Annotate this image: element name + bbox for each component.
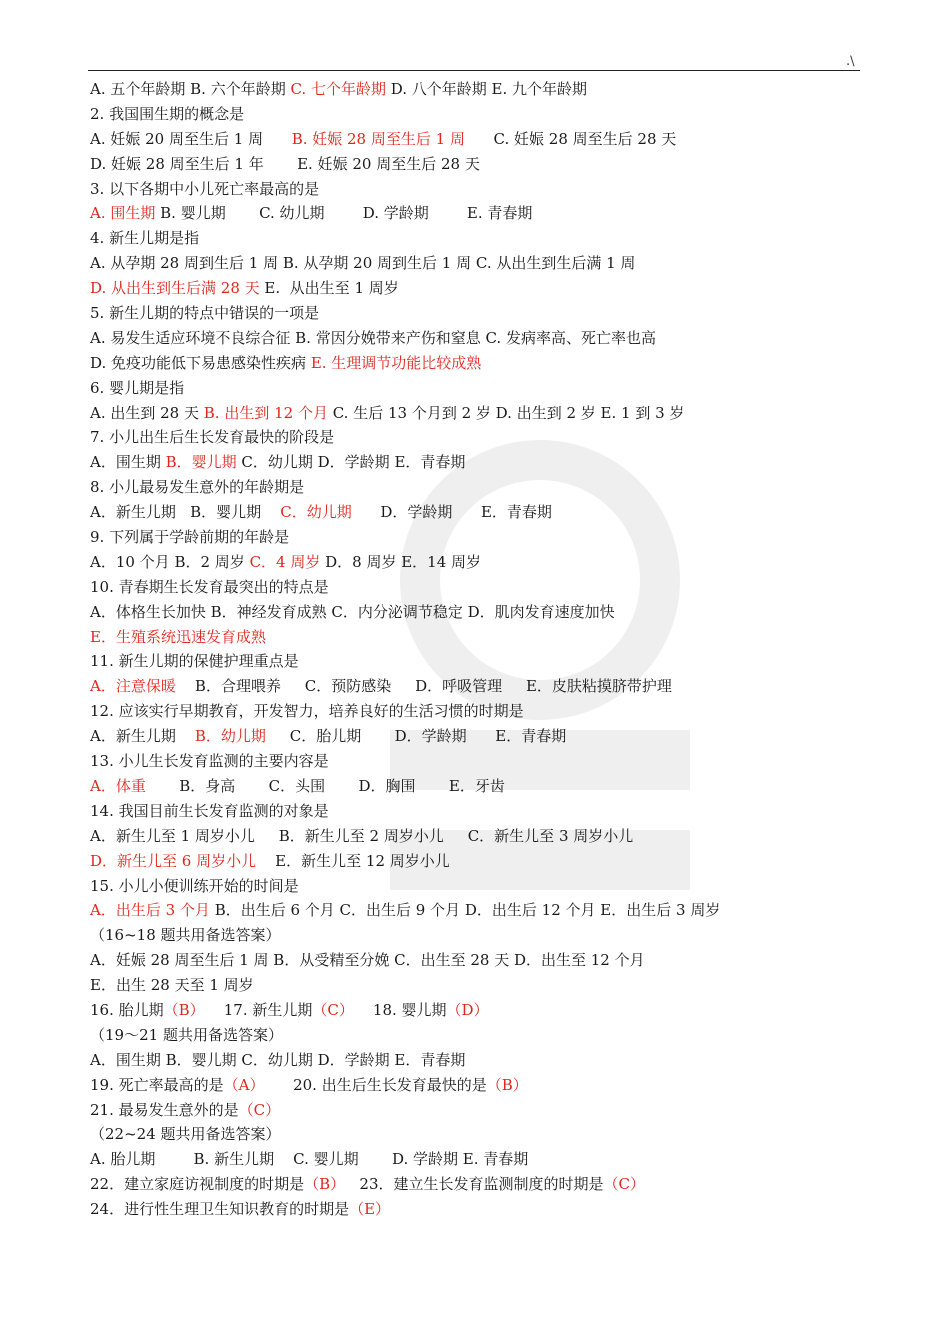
question-text: 10. 青春期生长发育最突出的特点是 bbox=[90, 577, 329, 596]
document-body bbox=[90, 77, 850, 1222]
answer-text: C. 七个年龄期 bbox=[290, 80, 386, 98]
text-line bbox=[90, 649, 850, 674]
text-line bbox=[90, 749, 850, 774]
question-text: 17. 新生儿期 bbox=[204, 1000, 313, 1019]
question-text: 8. 小儿最易发生意外的年龄期是 bbox=[90, 478, 305, 497]
question-text: 3. 以下各期中小儿死亡率最高的是 bbox=[90, 179, 320, 198]
question-text: C．胎儿期 D．学龄期 E．青春期 bbox=[265, 727, 567, 746]
question-text: B. 婴儿期 C. 幼儿期 D. 学龄期 E. 青春期 bbox=[155, 204, 533, 223]
answer-text: E．生殖系统迅速发育成熟 bbox=[90, 627, 266, 646]
question-text: E. 从出生至 1 周岁 bbox=[259, 279, 399, 298]
question-text: 15. 小儿小便训练开始的时间是 bbox=[90, 876, 299, 895]
text-line bbox=[90, 276, 850, 301]
question-text: 23．建立生长发育监测制度的时期是 bbox=[345, 1175, 604, 1194]
question-text: 14. 我国目前生长发育监测的对象是 bbox=[90, 801, 329, 820]
question-text: B．身高 C．头围 D．胸围 E．牙齿 bbox=[145, 776, 505, 795]
question-text: 12. 应该实行早期教育，开发智力，培养良好的生活习惯的时期是 bbox=[90, 702, 524, 721]
text-line bbox=[90, 849, 850, 874]
question-text: 24．进行性生理卫生知识教育的时期是 bbox=[90, 1200, 350, 1219]
question-text: A. 易发生适应环境不良综合征 B. 常因分娩带来产伤和窒息 C. 发病率高、死亡率也高 bbox=[90, 328, 656, 347]
question-text: D．学龄期 E．青春期 bbox=[351, 503, 552, 522]
answer-text: C．4 周岁 bbox=[249, 552, 321, 571]
text-line bbox=[90, 1048, 850, 1073]
text-line bbox=[90, 226, 850, 251]
answer-text: （B） bbox=[486, 1075, 528, 1094]
text-line bbox=[90, 1023, 850, 1048]
answer-text: E. 生理调节功能比较成熟 bbox=[310, 353, 482, 372]
header-rule bbox=[88, 70, 860, 71]
answer-text: A．体重 bbox=[90, 776, 146, 795]
text-line bbox=[90, 898, 850, 923]
text-line bbox=[90, 998, 850, 1023]
text-line bbox=[90, 450, 850, 475]
text-line bbox=[90, 127, 850, 152]
answer-text: B. 出生到 12 个月 bbox=[203, 403, 328, 422]
answer-text: C．幼儿期 bbox=[280, 503, 352, 522]
text-line bbox=[90, 177, 850, 202]
question-text: （19～21 题共用备选答案） bbox=[90, 1025, 283, 1044]
answer-text: D. 从出生到生后满 28 天 bbox=[90, 279, 260, 298]
text-line bbox=[90, 948, 850, 973]
text-line bbox=[90, 301, 850, 326]
text-line bbox=[90, 500, 850, 525]
question-text: 19. 死亡率最高的是 bbox=[90, 1075, 224, 1094]
question-text: 20. 出生后生长发育最快的是 bbox=[264, 1075, 487, 1094]
question-text: （16~18 题共用备选答案） bbox=[90, 926, 281, 945]
question-text: 13. 小儿生长发育监测的主要内容是 bbox=[90, 752, 329, 771]
text-line bbox=[90, 351, 850, 376]
question-text: C．幼儿期 D．学龄期 E．青春期 bbox=[236, 453, 466, 472]
text-line bbox=[90, 376, 850, 401]
question-text: A．围生期 bbox=[90, 453, 166, 472]
question-text: B．合理喂养 C．预防感染 D．呼吸管理 E．皮肤粘摸脐带护理 bbox=[175, 677, 672, 696]
question-text: （22~24 题共用备选答案） bbox=[90, 1125, 281, 1144]
answer-text: D．新生儿至 6 周岁小儿 bbox=[90, 851, 257, 870]
answer-text: （A） bbox=[223, 1075, 265, 1094]
question-text: 2. 我国围生期的概念是 bbox=[90, 104, 245, 123]
answer-text: （E） bbox=[349, 1200, 391, 1219]
text-line bbox=[90, 1147, 850, 1172]
answer-text: A．出生后 3 个月 bbox=[90, 901, 210, 920]
text-line bbox=[90, 425, 850, 450]
question-text: A. 妊娠 20 周至生后 1 周 bbox=[90, 129, 292, 148]
text-line bbox=[90, 699, 850, 724]
text-line bbox=[90, 401, 850, 426]
question-text: A. 从孕期 28 周到生后 1 周 B. 从孕期 20 周到生后 1 周 C. 从出生到生后满 1 周 bbox=[90, 254, 636, 273]
text-line bbox=[90, 1122, 850, 1147]
question-text: A. 五个年龄期 B. 六个年龄期 bbox=[90, 80, 291, 98]
answer-text: A．注意保暖 bbox=[90, 677, 176, 696]
text-line bbox=[90, 475, 850, 500]
question-text: 9. 下列属于学龄前期的年龄是 bbox=[90, 528, 290, 547]
text-line bbox=[90, 874, 850, 899]
question-text: E．出生 28 天至 1 周岁 bbox=[90, 976, 254, 995]
answer-text: （B） bbox=[304, 1175, 346, 1194]
question-text: 18. 婴儿期 bbox=[353, 1000, 447, 1019]
text-line bbox=[90, 923, 850, 948]
text-line bbox=[90, 799, 850, 824]
text-line bbox=[90, 550, 850, 575]
question-text: D. 八个年龄期 E. 九个年龄期 bbox=[385, 80, 588, 98]
text-line bbox=[90, 600, 850, 625]
text-line bbox=[90, 152, 850, 177]
question-text: 21. 最易发生意外的是 bbox=[90, 1100, 239, 1119]
question-text: D. 免疫功能低下易患感染性疾病 bbox=[90, 353, 311, 372]
text-line bbox=[90, 824, 850, 849]
question-text: 5. 新生儿期的特点中错误的一项是 bbox=[90, 304, 320, 323]
question-text: C. 生后 13 个月到 2 岁 D. 出生到 2 岁 E. 1 到 3 岁 bbox=[327, 403, 685, 422]
question-text: A．妊娠 28 周至生后 1 周 B．从受精至分娩 C．出生至 28 天 D．出生至 12 个月 bbox=[90, 951, 645, 970]
text-line bbox=[90, 774, 850, 799]
text-line bbox=[90, 251, 850, 276]
text-line bbox=[90, 1073, 850, 1098]
text-line bbox=[90, 1172, 850, 1197]
text-line bbox=[90, 326, 850, 351]
text-line bbox=[90, 201, 850, 226]
question-text: A．10 个月 B．2 周岁 bbox=[90, 552, 250, 571]
text-line bbox=[90, 77, 850, 102]
text-line bbox=[90, 525, 850, 550]
text-line bbox=[90, 1197, 850, 1222]
question-text: A．体格生长加快 B．神经发育成熟 C．内分泌调节稳定 D．肌肉发育速度加快 bbox=[90, 602, 615, 621]
question-text: 7. 小儿出生后生长发育最快的阶段是 bbox=[90, 428, 335, 447]
answer-text: （C） bbox=[238, 1100, 281, 1119]
question-text: 16. 胎儿期 bbox=[90, 1000, 164, 1019]
answer-text: B. 妊娠 28 周至生后 1 周 bbox=[291, 129, 465, 148]
question-text: 4. 新生儿期是指 bbox=[90, 229, 200, 248]
question-text: D．8 周岁 E．14 周岁 bbox=[320, 552, 482, 571]
text-line bbox=[90, 1098, 850, 1123]
question-text: A．新生儿期 bbox=[90, 727, 195, 746]
answer-text: A. 围生期 bbox=[90, 204, 156, 223]
answer-text: （D） bbox=[446, 1000, 489, 1019]
header-mark: .\ bbox=[846, 54, 855, 69]
text-line bbox=[90, 625, 850, 650]
text-line bbox=[90, 575, 850, 600]
answer-text: （C） bbox=[603, 1175, 646, 1194]
answer-text: B．婴儿期 bbox=[165, 453, 237, 472]
answer-text: （C） bbox=[312, 1000, 354, 1019]
text-line bbox=[90, 102, 850, 127]
question-text: B．出生后 6 个月 C．出生后 9 个月 D．出生后 12 个月 E．出生后 3 周岁 bbox=[209, 901, 721, 920]
question-text: A．围生期 B．婴儿期 C．幼儿期 D．学龄期 E．青春期 bbox=[90, 1050, 466, 1069]
answer-text: （B） bbox=[163, 1000, 205, 1019]
question-text: A. 胎儿期 B. 新生儿期 C. 婴儿期 D. 学龄期 E. 青春期 bbox=[90, 1150, 529, 1169]
question-text: C. 妊娠 28 周至生后 28 天 bbox=[464, 129, 677, 148]
question-text: A．新生儿期 B．婴儿期 bbox=[90, 503, 281, 522]
question-text: A．新生儿至 1 周岁小儿 B．新生儿至 2 周岁小儿 C．新生儿至 3 周岁小儿 bbox=[90, 826, 634, 845]
question-text: D. 妊娠 28 周至生后 1 年 E. 妊娠 20 周至生后 28 天 bbox=[90, 154, 480, 173]
question-text: E．新生儿至 12 周岁小儿 bbox=[256, 851, 450, 870]
question-text: 22．建立家庭访视制度的时期是 bbox=[90, 1175, 305, 1194]
text-line bbox=[90, 724, 850, 749]
question-text: 11. 新生儿期的保健护理重点是 bbox=[90, 652, 299, 671]
answer-text: B．幼儿期 bbox=[194, 727, 266, 746]
text-line bbox=[90, 674, 850, 699]
question-text: 6. 婴儿期是指 bbox=[90, 378, 185, 397]
question-text: A. 出生到 28 天 bbox=[90, 403, 204, 422]
text-line bbox=[90, 973, 850, 998]
